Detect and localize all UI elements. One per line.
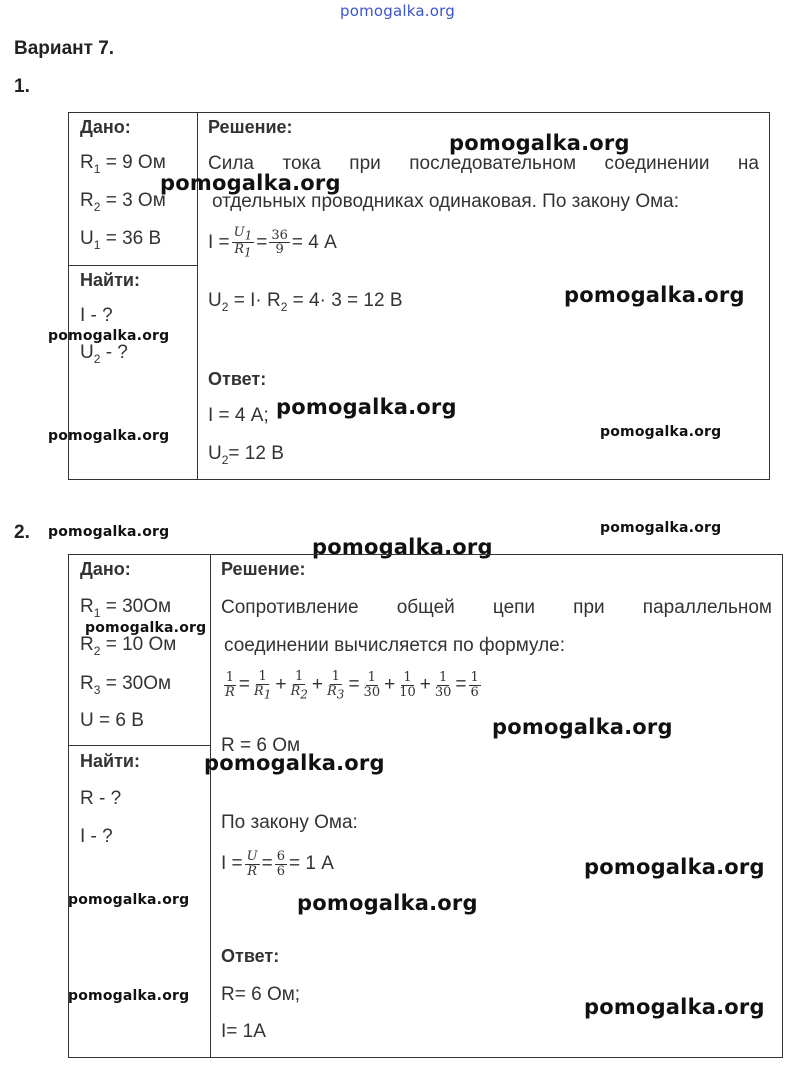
watermark: pomogalka.org [48, 524, 170, 540]
fraction-6-6: $\frac{6}{6}$ [276, 849, 286, 879]
watermark: pomogalka.org [312, 535, 493, 559]
task2-answer2: I= 1А [221, 1021, 266, 1042]
task2-find-label: Найти: [80, 751, 140, 771]
watermark: pomogalka.org [297, 891, 478, 915]
watermark: pomogalka.org [449, 131, 630, 155]
task2-number: 2. [14, 522, 30, 543]
task1-find-label: Найти: [80, 270, 140, 290]
watermark: pomogalka.org [492, 715, 673, 739]
task2-given-find-divider [68, 745, 211, 746]
task1-formula-u2: $U_2 = I\cdot R_2 = 4\cdot 3 = 12$ В [208, 290, 403, 314]
task2-formula-i: I = $\frac{U}{R}$ = $\frac{6}{6}$ = 1 А [221, 849, 334, 879]
task1-given-r2: $R_2 = 3$ Ом [80, 190, 166, 214]
task1-solution-line2: отдельных проводниках одинаковая. По закону Ома: [212, 191, 680, 212]
watermark-top: pomogalka.org [340, 2, 455, 20]
watermark: pomogalka.org [564, 283, 745, 307]
watermark: pomogalka.org [85, 620, 207, 636]
task2-result-r: R = 6 Ом [221, 735, 301, 756]
task1-answer-label: Ответ: [208, 369, 267, 389]
task1-given-find-divider [68, 265, 198, 266]
watermark: pomogalka.org [600, 424, 722, 440]
watermark: pomogalka.org [68, 892, 190, 908]
watermark: pomogalka.org [584, 855, 765, 879]
watermark: pomogalka.org [584, 995, 765, 1019]
watermark: pomogalka.org [276, 395, 457, 419]
task1-find-u2: $U_2$ - ? [80, 342, 128, 366]
task2-solution-label: Решение: [221, 559, 306, 579]
fraction-u1-r1: $\frac{U_1}{R_1}$ [233, 225, 253, 260]
watermark: pomogalka.org [48, 328, 170, 344]
task2-given-u: U = 6 В [80, 710, 144, 731]
task1-find-i: I - ? [80, 305, 113, 326]
watermark: pomogalka.org [160, 171, 341, 195]
task2-given-r1: $R_1 = 30Ом$ [80, 596, 172, 620]
watermark: pomogalka.org [600, 520, 722, 536]
watermark: pomogalka.org [68, 988, 190, 1004]
task2-solution-line2: соединении вычисляется по формуле: [224, 635, 566, 656]
task2-answer-label: Ответ: [221, 946, 280, 966]
task1-formula-i: I = $\frac{U_1}{R_1}$ = $\frac{36}{9}$ = 4 А [208, 225, 337, 260]
task2-ohm-label: По закону Ома: [221, 812, 358, 833]
task2-given-r3: $R_3 = 30Ом$ [80, 673, 172, 697]
task1-solution-line1: Сила тока при последовательном соединении на [208, 153, 759, 174]
watermark: pomogalka.org [48, 428, 170, 444]
fraction-u-r: $\frac{U}{R}$ [246, 849, 258, 879]
task2-given-r2: $R_2 = 10$ Ом [80, 634, 177, 658]
task1-divider [197, 112, 198, 480]
variant-title: Вариант 7. [14, 38, 115, 59]
task2-answer1: R= 6 Ом; [221, 984, 301, 1005]
task2-formula-r: $\frac{1}{R}$ = $\frac{1}{R_1}$ + $\frac{1}{R_2}$ + $\frac{1}{R_3}$ = $\frac{1}{30}$ + $\frac{1}{10}$ + $\frac{1}{30}$ = $\frac{1}{6}$ [225, 669, 479, 702]
task1-answer1: I = 4 А; [208, 405, 269, 426]
task1-solution-label: Решение: [208, 117, 293, 137]
fraction-36-9: $\frac{36}{9}$ [271, 227, 288, 258]
task2-find-i: I - ? [80, 826, 113, 847]
task2-find-r: R - ? [80, 788, 122, 809]
task1-given-label: Дано: [80, 117, 131, 137]
task2-given-label: Дано: [80, 559, 131, 579]
task1-given-r1: $R_1 = 9$ Ом [80, 152, 166, 176]
task1-number: 1. [14, 76, 30, 97]
task2-divider [210, 554, 211, 1058]
task1-given-u1: $U_1 = 36$ В [80, 228, 162, 252]
task1-answer2: $U_2= 12$ В [208, 443, 284, 467]
task2-solution-line1: Сопротивление общей цепи при параллельном [221, 597, 772, 618]
watermark: pomogalka.org [204, 751, 385, 775]
